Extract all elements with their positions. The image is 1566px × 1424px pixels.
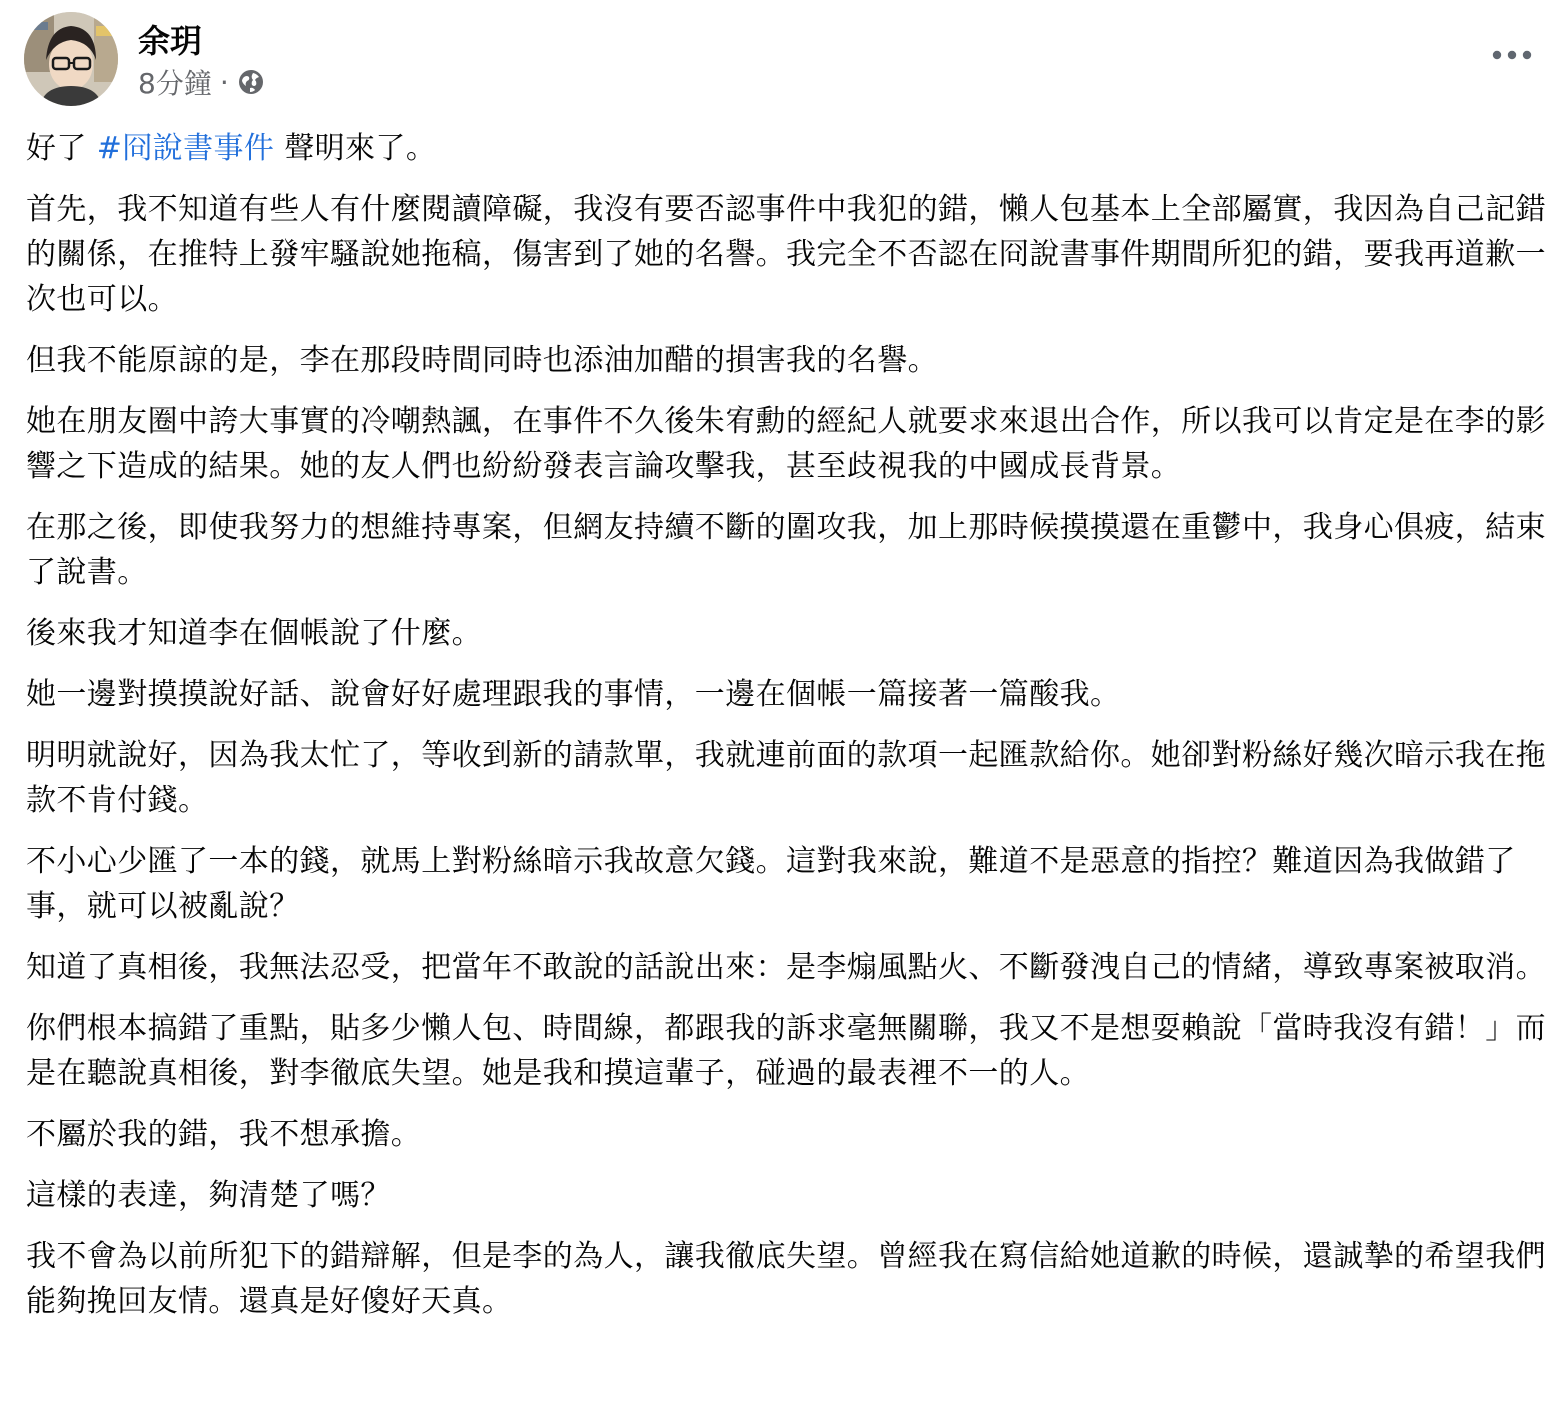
- post-body: [26, 126, 1546, 1340]
- avatar[interactable]: [24, 12, 118, 106]
- post-paragraph: 你們根本搞錯了重點，貼多少懶人包、時間線，都跟我的訴求毫無關聯，我又不是想耍賴說「當時我沒有錯！」而是在聽說真相後，對李徹底失望。她是我和摸這輩子，碰過的最表裡不一的人。: [26, 1011, 1546, 1091]
- post-paragraph: 知道了真相後，我無法忍受，把當年不敢說的話說出來：是李煽風點火、不斷發洩自己的情緒，導致專案被取消。: [26, 950, 1546, 985]
- intro-prefix: 好了: [26, 131, 97, 166]
- post-paragraph: 她一邊對摸摸說好話、說會好好處理跟我的事情，一邊在個帳一篇接著一篇酸我。: [26, 677, 1121, 712]
- post-paragraph: 她在朋友圈中誇大事實的冷嘲熱諷，在事件不久後朱宥勳的經紀人就要求來退出合作，所以我可以肯定是在李的影響之下造成的結果。她的友人們也紛紛發表言論攻擊我，甚至歧視我的中國成長背景。: [26, 404, 1546, 484]
- post-paragraph: 我不會為以前所犯下的錯辯解，但是李的為人，讓我徹底失望。曾經我在寫信給她道歉的時候，還誠摯的希望我們能夠挽回友情。還真是好傻好天真。: [26, 1239, 1546, 1319]
- post-meta: [138, 62, 265, 102]
- meta-separator: ·: [219, 65, 229, 99]
- post-paragraph: 但我不能原諒的是，李在那段時間同時也添油加醋的損害我的名譽。: [26, 343, 938, 378]
- globe-icon: [237, 68, 265, 96]
- post-paragraph: 後來我才知道李在個帳說了什麼。: [26, 616, 482, 651]
- post-paragraph: 不屬於我的錯，我不想承擔。: [26, 1117, 422, 1152]
- post-paragraph: 在那之後，即使我努力的想維持專案，但網友持續不斷的圍攻我，加上那時候摸摸還在重鬱中，我身心俱疲，結束了說書。: [26, 510, 1546, 590]
- intro-suffix: 聲明來了。: [274, 131, 437, 166]
- hashtag-link[interactable]: #冏說書事件: [96, 131, 275, 166]
- post-timestamp[interactable]: 8分鐘: [138, 67, 212, 100]
- post-header: [24, 12, 1542, 108]
- author-name[interactable]: 余玥: [138, 22, 203, 60]
- post-paragraph: 這樣的表達，夠清楚了嗎？: [26, 1178, 391, 1213]
- post-paragraph: 不小心少匯了一本的錢，就馬上對粉絲暗示我故意欠錢。這對我來說，難道不是惡意的指控？難道因為我做錯了事，就可以被亂說？: [26, 844, 1516, 924]
- avatar-photo: [24, 12, 118, 106]
- more-options-icon[interactable]: [1488, 38, 1536, 72]
- post-paragraph: 明明就說好，因為我太忙了，等收到新的請款單，我就連前面的款項一起匯款給你。她卻對粉絲好幾次暗示我在拖款不肯付錢。: [26, 738, 1546, 818]
- post-paragraph: 首先，我不知道有些人有什麼閱讀障礙，我沒有要否認事件中我犯的錯，懶人包基本上全部屬實，我因為自己記錯的關係，在推特上發牢騷說她拖稿，傷害到了她的名譽。我完全不否認在冏說書事件期間所犯的錯，要我再道歉一次也可以。: [26, 192, 1546, 317]
- post-intro-line: [26, 126, 1546, 171]
